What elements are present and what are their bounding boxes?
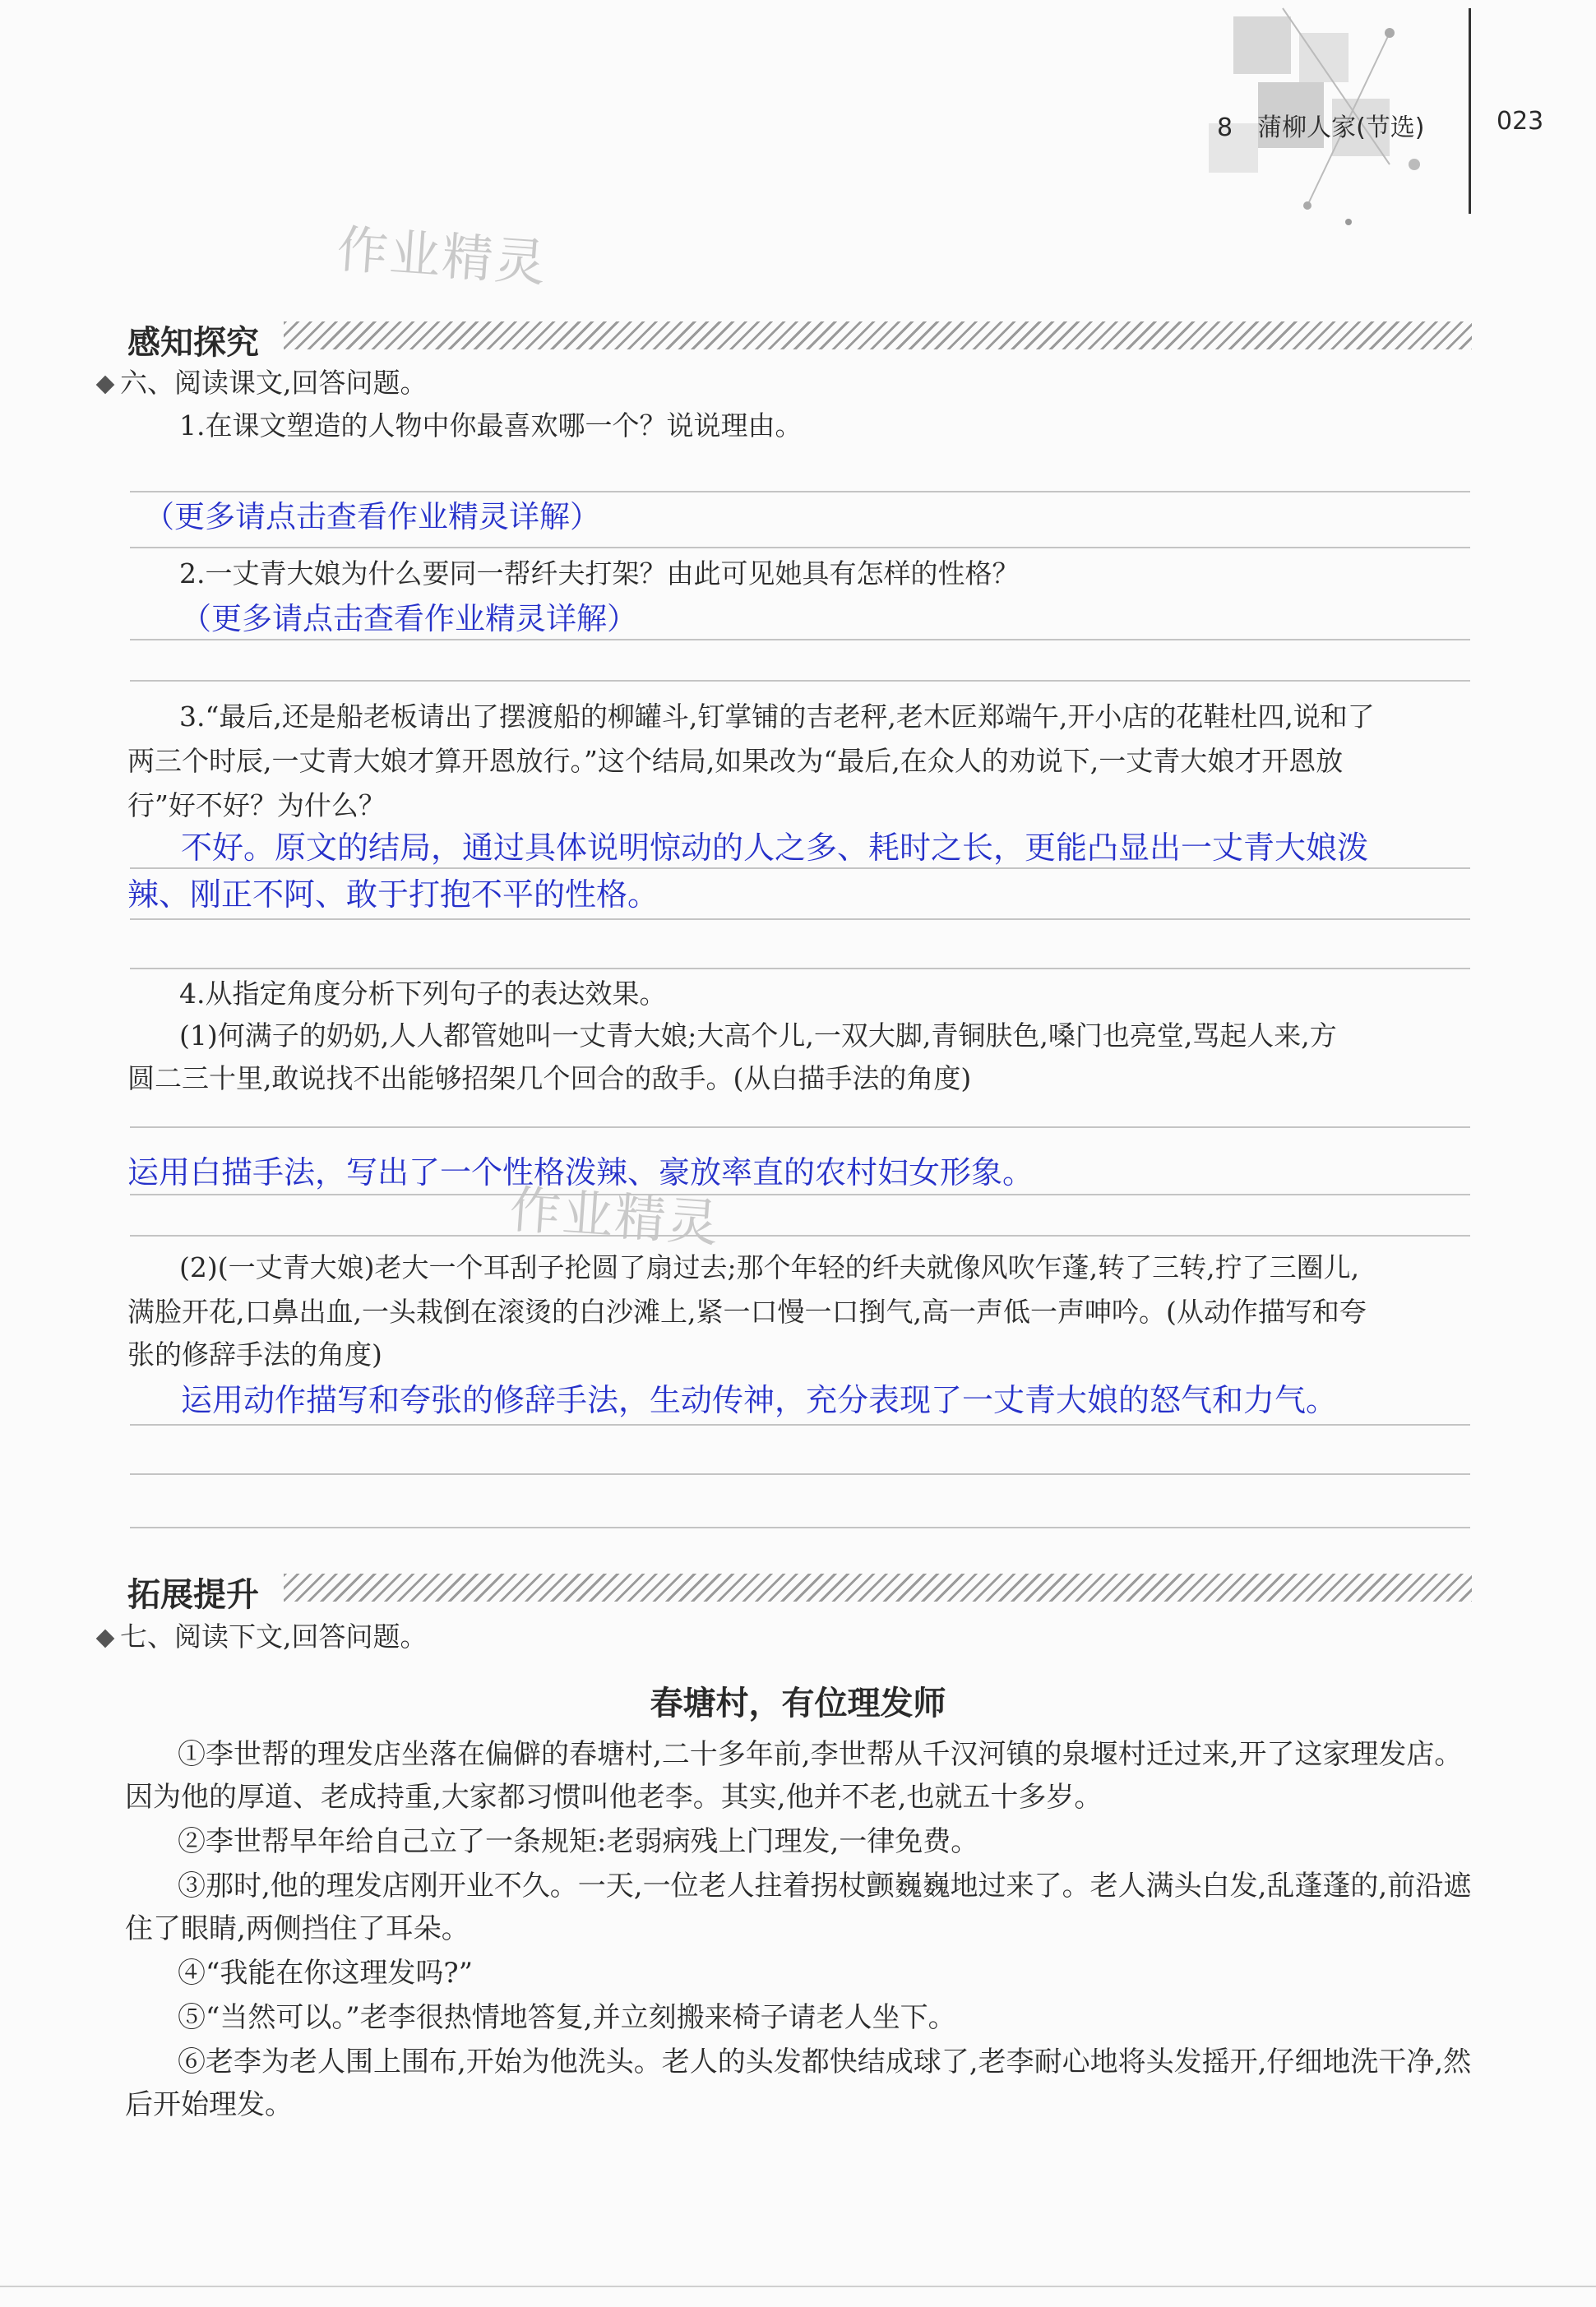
question-intro: 六、阅读课文,回答问题。: [99, 362, 428, 405]
answer-line: [130, 547, 1470, 548]
answer-3-line: 不好。原文的结局，通过具体说明惊动的人之多、耗时之长，更能凸显出一丈青大娘泼: [181, 830, 1369, 866]
watermark: 作业精灵: [507, 1179, 722, 1254]
answer-line: [130, 680, 1470, 682]
question-4-2-line: 张的修辞手法的角度): [127, 1338, 382, 1371]
question-4-1-line: (1)何满子的奶奶,人人都管她叫一丈青大娘;大高个儿,一双大脚,青铜肤色,嗓门也亮堂,骂起人来,方: [179, 1019, 1337, 1052]
story-body: [125, 1733, 1472, 2128]
answer-line: [130, 1424, 1470, 1426]
section-hatch-decoration: [284, 321, 1472, 349]
question-3-line: 3.“最后,还是船老板请出了摆渡船的柳罐斗,钉掌铺的吉老秤,老木匠郑端午,开小店的花鞋杜四,说和了: [179, 700, 1375, 733]
answer-line: [130, 918, 1470, 920]
answer-line: [130, 1473, 1470, 1475]
answer-line: [130, 1126, 1470, 1128]
question-4-1-line: 圆二三十里,敢说找不出能够招架几个回合的敌手。(从白描手法的角度): [127, 1062, 972, 1094]
answer-line: [130, 1235, 1470, 1237]
story-paragraph: ⑥老李为老人围上围布,开始为他洗头。老人的头发都快结成球了,老李耐心地将头发摇开,仔细地洗干净,然后开始理发。: [125, 2046, 1472, 2121]
story-paragraph: ④“我能在你这理发吗?”: [178, 1957, 473, 1990]
answer-line: [130, 968, 1470, 969]
diamond-bullet-icon: [96, 376, 115, 395]
question-4-2-line: (2)(一丈青大娘)老大一个耳刮子抡圆了扇过去;那个年轻的纤夫就像风吹乍蓬,转了三转,拧了三圈儿,: [179, 1251, 1360, 1283]
section-header-perception: [127, 317, 1472, 362]
section-header-extension: [127, 1569, 1472, 1614]
diamond-bullet-icon: [96, 1630, 115, 1648]
question-2: 2.一丈青大娘为什么要同一帮纤夫打架？由此可见她具有怎样的性格？: [179, 557, 1020, 589]
answer-4-2: 运用动作描写和夸张的修辞手法，生动传神，充分表现了一丈青大娘的怒气和力气。: [181, 1382, 1338, 1418]
question-4-2-line: 满脸开花,口鼻出血,一头栽倒在滚烫的白沙滩上,紧一口慢一口捯气,高一声低一声呻吟。(从动作描写和夸: [127, 1296, 1367, 1328]
header-divider: [1469, 8, 1471, 214]
answer-line: [130, 639, 1470, 640]
story-paragraph: ①李世帮的理发店坐落在偏僻的春塘村,二十多年前,李世帮从千汉河镇的泉堰村迁过来,开了这家理发店。因为他的厚道、老成持重,大家都习惯叫他老李。其实,他并不老,也就五十多岁。: [125, 1738, 1463, 1814]
section-hatch-decoration: [284, 1574, 1472, 1602]
story-title: 春塘村，有位理发师: [650, 1685, 946, 1722]
answer-4-1: 运用白描手法，写出了一个性格泼辣、豪放率直的农村妇女形象。: [127, 1154, 1034, 1190]
watermark: 作业精灵: [335, 219, 549, 294]
chapter-title: 8 蒲柳人家(节选): [1217, 113, 1425, 142]
question-4: 4.从指定角度分析下列句子的表达效果。: [179, 978, 667, 1010]
section-title: 感知探究: [127, 317, 269, 363]
answer-3-line: 辣、刚正不阿、敢于打抱不平的性格。: [127, 876, 659, 913]
question-intro: 七、阅读下文,回答问题。: [99, 1616, 428, 1658]
answer-line: [130, 1527, 1470, 1528]
question-1: 1.在课文塑造的人物中你最喜欢哪一个？说说理由。: [179, 409, 803, 442]
story-paragraph: ⑤“当然可以。”老李很热情地答复,并立刻搬来椅子请老人坐下。: [178, 2001, 956, 2034]
more-details-link[interactable]: （更多请点击查看作业精灵详解）: [144, 499, 600, 534]
story-paragraph: ③那时,他的理发店刚开业不久。一天,一位老人拄着拐杖颤巍巍地过来了。老人满头白发,乱蓬蓬的,前沿遮住了眼睛,两侧挡住了耳朵。: [125, 1870, 1472, 1945]
page-number: 023: [1497, 107, 1544, 136]
section-title: 拓展提升: [127, 1569, 269, 1616]
question-3-line: 两三个时辰,一丈青大娘才算开恩放行。”这个结局,如果改为“最后,在众人的劝说下,一丈青大娘才开恩放: [127, 745, 1344, 777]
more-details-link[interactable]: （更多请点击查看作业精灵详解）: [181, 601, 637, 636]
page-bottom-edge: [0, 2286, 1596, 2287]
answer-line: [130, 1194, 1470, 1195]
question-3-line: 行”好不好？为什么？: [127, 789, 386, 821]
story-paragraph: ②李世帮早年给自己立了一条规矩:老弱病残上门理发,一律免费。: [178, 1825, 979, 1858]
